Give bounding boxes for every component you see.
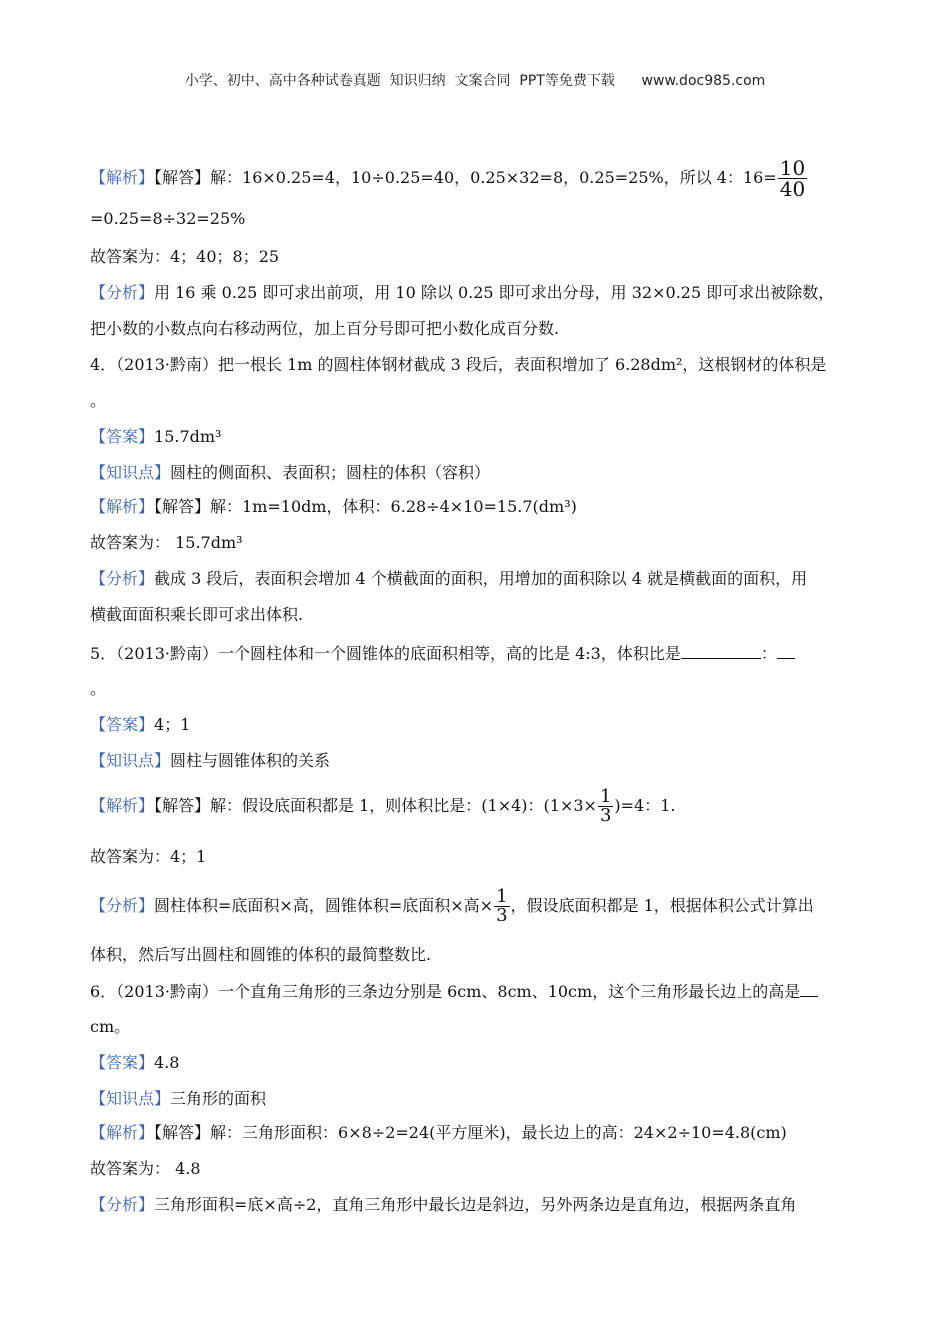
answer-tag: 【答案】 bbox=[90, 715, 155, 734]
q5-point: 圆柱与圆锥体积的关系 bbox=[170, 751, 331, 770]
q5-stem bbox=[90, 642, 795, 665]
q4-stem-end: 。 bbox=[90, 391, 107, 410]
q3-fenxi-continued: 把小数的小数点向右移动两位，加上百分号即可把小数化成百分数. bbox=[90, 319, 560, 338]
ratio-colon: ： bbox=[760, 644, 777, 663]
q6-jiexi-text: 【解答】解：三角形面积：6×8÷2=24(平方厘米)，最长边上的高：24×2÷10=4.8(cm) bbox=[154, 1123, 787, 1142]
q3-jiexi-continued: =0.25=8÷32=25% bbox=[90, 209, 246, 228]
q6-stem-text: 6．（2013·黔南）一个直角三角形的三条边分别是 6cm、8cm、10cm，这个三角形最长边上的高是 bbox=[90, 982, 801, 1001]
jiexi-tag: 【解析】 bbox=[90, 1123, 155, 1142]
fraction-denominator: 3 bbox=[599, 805, 612, 826]
q4-answer-line bbox=[90, 426, 221, 448]
q5-fenxi-line bbox=[90, 888, 814, 925]
q6-point: 三角形的面积 bbox=[170, 1089, 267, 1108]
q5-stem-end: 。 bbox=[90, 679, 107, 698]
q4-fenxi-text: 截成 3 段后，表面积会增加 4 个横截面的面积，用增加的面积除以 4 就是横截面的面积，用 bbox=[154, 569, 808, 588]
q6-jiexi-line bbox=[90, 1122, 787, 1144]
q4-jiexi-text: 【解答】解：1m=10dm，体积：6.28÷4×10=15.7(dm³) bbox=[154, 497, 577, 516]
q4-jiexi-line bbox=[90, 496, 577, 518]
fraction-denominator: 3 bbox=[496, 905, 508, 926]
q6-final-answer: 故答案为： 4.8 bbox=[90, 1159, 201, 1178]
point-tag: 【知识点】 bbox=[90, 751, 171, 770]
fenxi-tag: 【分析】 bbox=[90, 896, 155, 915]
q6-fenxi-text: 三角形面积=底×高÷2，直角三角形中最长边是斜边，另外两条边是直角边，根据两条直角 bbox=[154, 1195, 797, 1214]
fenxi-tag: 【分析】 bbox=[90, 1195, 155, 1214]
q5-jiexi-line bbox=[90, 788, 676, 825]
q5-jiexi-text: 【解答】解：假设底面积都是 1，则体积比是：(1×4)：(1×3× bbox=[154, 796, 597, 815]
q4-point-line bbox=[90, 462, 490, 484]
q6-point-line bbox=[90, 1088, 266, 1110]
answer-blank bbox=[681, 642, 761, 659]
q6-answer: 4.8 bbox=[154, 1053, 180, 1072]
jiexi-tag: 【解析】 bbox=[90, 497, 155, 516]
fraction-numerator: 1 bbox=[599, 786, 612, 807]
point-tag: 【知识点】 bbox=[90, 463, 171, 482]
q4-fenxi-continued: 横截面面积乘长即可求出体积. bbox=[90, 605, 304, 624]
q5-fraction bbox=[598, 788, 613, 825]
q4-point: 圆柱的侧面积、表面积；圆柱的体积（容积） bbox=[170, 463, 491, 482]
q3-fraction bbox=[778, 158, 807, 199]
q4-answer: 15.7dm³ bbox=[154, 427, 222, 446]
q4-fenxi-line bbox=[90, 568, 807, 590]
q3-fenxi-line bbox=[90, 282, 834, 304]
q5-fenxi-fraction bbox=[494, 888, 509, 925]
answer-blank bbox=[777, 642, 795, 659]
q4-final-answer: 故答案为： 15.7dm³ bbox=[90, 533, 243, 552]
fraction-numerator: 10 bbox=[779, 156, 806, 180]
q5-stem-text: 5．（2013·黔南）一个圆柱体和一个圆锥体的底面积相等，高的比是 4:3，体积比是 bbox=[90, 644, 681, 663]
q5-fenxi-continued: 体积，然后写出圆柱和圆锥的体积的最简整数比. bbox=[90, 945, 432, 964]
jiexi-tag: 【解析】 bbox=[90, 796, 155, 815]
q6-fenxi-line bbox=[90, 1194, 796, 1216]
q5-point-line bbox=[90, 750, 330, 772]
answer-tag: 【答案】 bbox=[90, 427, 155, 446]
q5-answer: 4；1 bbox=[154, 715, 191, 734]
q3-final-answer: 故答案为：4；40；8；25 bbox=[90, 247, 280, 266]
q5-fenxi-text: 圆柱体积=底面积×高，圆锥体积=底面积×高× bbox=[154, 896, 494, 915]
q5-fenxi-text-end: ，假设底面积都是 1，根据体积公式计算出 bbox=[510, 896, 814, 915]
q3-jiexi-line bbox=[90, 158, 808, 199]
q6-answer-line bbox=[90, 1052, 179, 1074]
q4-stem: 4．（2013·黔南）把一根长 1m 的圆柱体钢材截成 3 段后，表面积增加了 6.28dm²，这根钢材的体积是 bbox=[90, 355, 827, 374]
fraction-denominator: 40 bbox=[779, 177, 806, 201]
jiexi-tag: 【解析】 bbox=[90, 168, 155, 187]
fenxi-tag: 【分析】 bbox=[90, 569, 155, 588]
answer-blank bbox=[800, 980, 818, 997]
q3-fenxi-text: 用 16 乘 0.25 即可求出前项，用 10 除以 0.25 即可求出分母，用 32×0.25 即可求出被除数， bbox=[154, 283, 835, 302]
q3-jiexi-text: 【解答】解：16×0.25=4，10÷0.25=40，0.25×32=8，0.25=25%，所以 4：16= bbox=[154, 168, 777, 187]
point-tag: 【知识点】 bbox=[90, 1089, 171, 1108]
fenxi-tag: 【分析】 bbox=[90, 283, 155, 302]
q6-stem bbox=[90, 980, 818, 1003]
q6-stem-end: cm。 bbox=[90, 1017, 131, 1036]
page-header: 小学、初中、高中各种试卷真题 知识归纳 文案合同 PPT等免费下载 www.doc985.com bbox=[184, 73, 766, 89]
q5-final-answer: 故答案为：4；1 bbox=[90, 847, 207, 866]
q5-answer-line bbox=[90, 714, 190, 736]
fraction-numerator: 1 bbox=[496, 886, 508, 907]
answer-tag: 【答案】 bbox=[90, 1053, 155, 1072]
q5-jiexi-result: )=4：1. bbox=[614, 796, 676, 815]
